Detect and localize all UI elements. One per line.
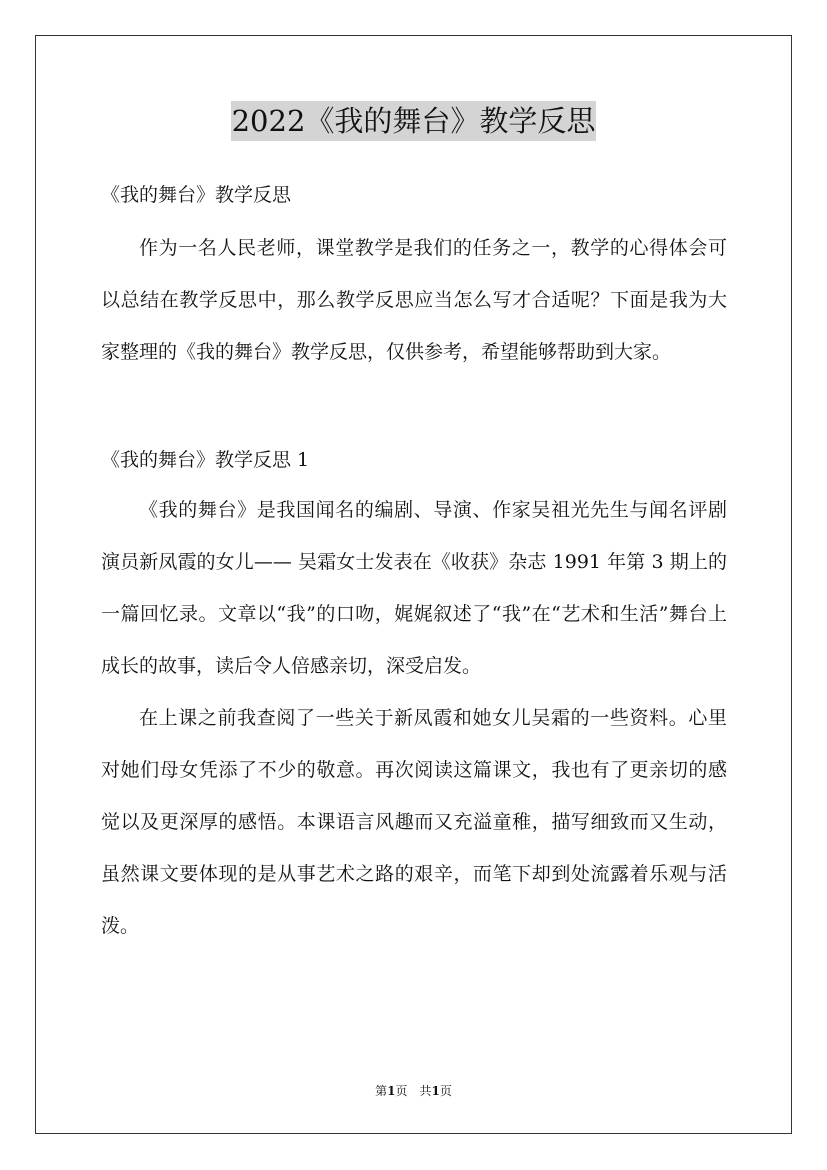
- section-heading: 《我的舞台》教学反思 1: [101, 449, 310, 471]
- section-spacer: [101, 378, 727, 440]
- footer-page-prefix: 第: [375, 1084, 388, 1098]
- document-body: [101, 172, 727, 952]
- footer-page-suffix: 页: [439, 1084, 452, 1098]
- footer-page-mid: 页 共: [395, 1084, 432, 1098]
- title-wrap: [0, 101, 827, 141]
- page-footer: [0, 1082, 827, 1100]
- document-subtitle: 《我的舞台》教学反思: [101, 184, 292, 206]
- footer-page-current: 1: [387, 1084, 396, 1098]
- section-paragraph: 《我的舞台》是我国闻名的编剧、导演、作家吴祖光先生与闻名评剧演员新凤霞的女儿—— 吴霜女士发表在《收获》杂志 1991 年第 3 期上的一篇回忆录。文章以“我”的口吻，娓娓叙述了“我”在“艺术和生活”舞台上成长的故事，读后令人倍感亲切，深受启发。: [101, 499, 727, 677]
- section-paragraph: 在上课之前我查阅了一些关于新凤霞和她女儿吴霜的一些资料。心里对她们母女凭添了不少的敬意。再次阅读这篇课文，我也有了更亲切的感觉以及更深厚的感悟。本课语言风趣而又充溢童稚，描写细致而又生动，虽然课文要体现的是从事艺术之路的艰辛，而笔下却到处流露着乐观与活泼。: [101, 707, 727, 937]
- intro-paragraph: 作为一名人民老师，课堂教学是我们的任务之一，教学的心得体会可以总结在教学反思中，那么教学反思应当怎么写才合适呢？下面是我为大家整理的《我的舞台》教学反思，仅供参考，希望能够帮助到大家。: [101, 237, 727, 363]
- document-title: 2022《我的舞台》教学反思: [231, 101, 597, 141]
- footer-page-total: 1: [431, 1084, 440, 1098]
